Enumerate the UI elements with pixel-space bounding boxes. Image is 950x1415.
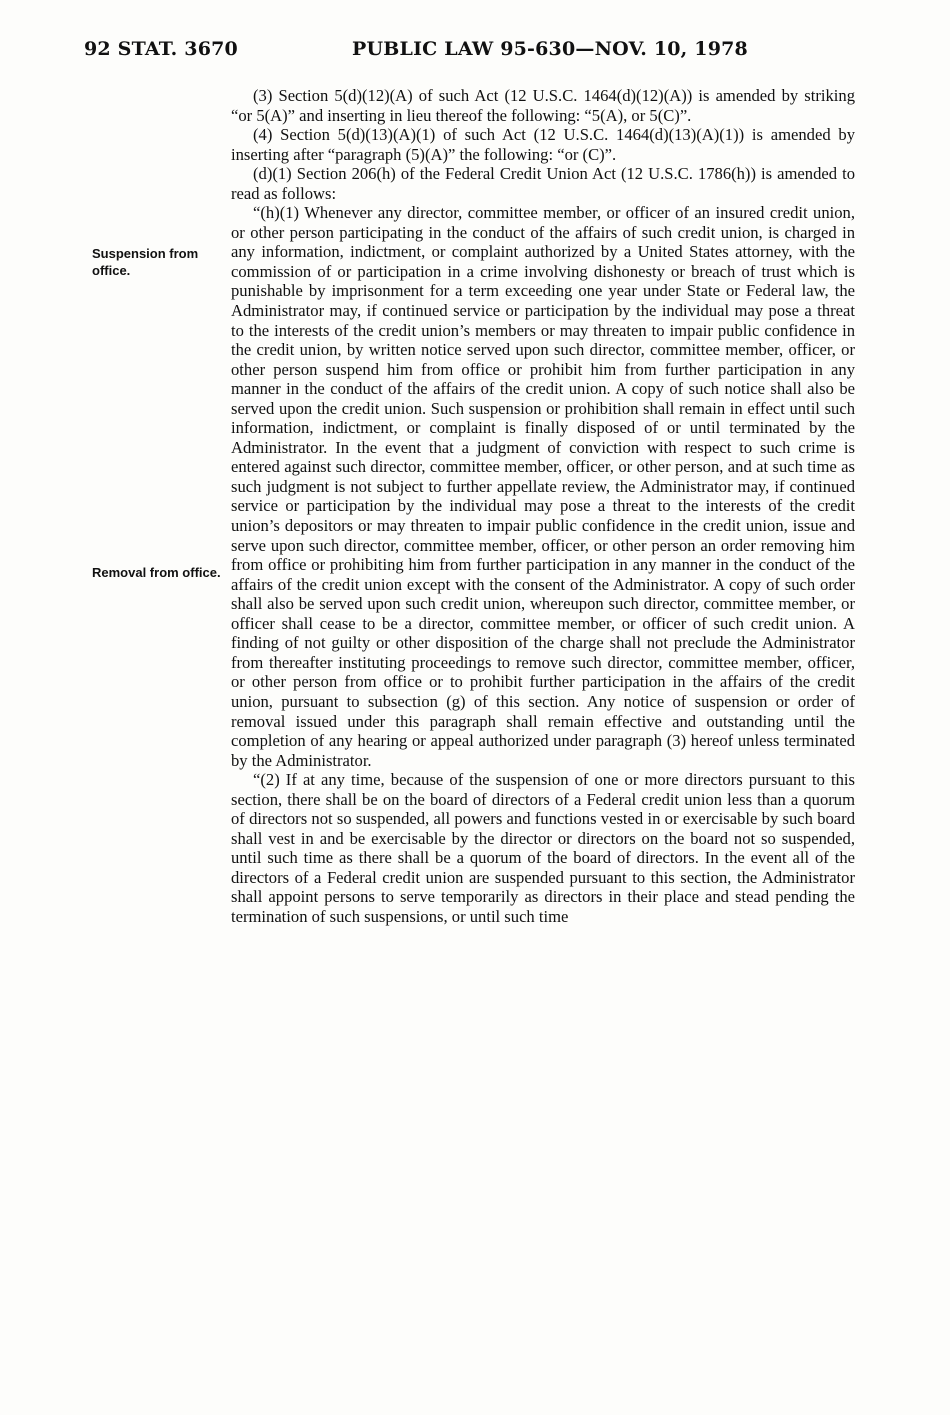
margin-note-suspension: Suspension from office. [92, 246, 199, 278]
paragraph-h1: “(h)(1) Whenever any director, committee member, or officer of an insured credit union, or other person participating in the conduct of the affairs of such credit union, is charged in any information, indictment, or complaint authorized by a United States attorney, with the commission of or participation in a crime involving dishonesty or breach of trust which is punishable by imprisonment for a term exceeding one year under State or Federal law, the Administrator may, if continued service or participation by the individual may pose a threat to the interests of the credit union’s members or may threaten to impair public confidence in the credit union, by written notice served upon such director, committee member, officer, or other person suspend him from office or prohibit him from further participation in any manner in the conduct of the affairs of the credit union. A copy of such notice shall also be served upon the credit union. Such suspension or prohibition shall remain in effect until such information, indictment, or complaint is finally disposed of or until terminated by the Administrator. In the event that a judgment of conviction with respect to such crime is entered against such director, committee member, officer, or other person, and at such time as such judgment is not subject to further appellate review, the Administrator may, if continued service or participation by the individual may pose a threat to the interests of the credit union’s depositors or may threaten to impair public confidence in the credit union, issue and serve upon such director, committee member, officer, or other person an order removing him from office or prohibiting him from further participation in any manner in the conduct of the affairs of the credit union except with the consent of the Administrator. A copy of such order shall also be served upon such credit union, whereupon such director, committee member, or officer shall cease to be a director, committee member, or officer of such credit union. A finding of not guilty or other disposition of the charge shall not preclude the Administrator from thereafter instituting proceedings to remove such director, committee member, officer, or other person from office or to prohibit further participation in the affairs of the credit union, pursuant to subsection (g) of this section. Any notice of suspension or order of removal issued under this paragraph shall remain effective and outstanding until the completion of any hearing or appeal authorized under paragraph (3) hereof unless terminated by the Administrator. [231, 203, 855, 770]
statute-page-number: 92 STAT. 3670 [84, 38, 238, 60]
paragraph-d1: (d)(1) Section 206(h) of the Federal Credit Union Act (12 U.S.C. 1786(h)) is amended to read as follows: [231, 164, 855, 203]
paragraph-3: (3) Section 5(d)(12)(A) of such Act (12 U.S.C. 1464(d)(12)(A)) is amended by striking “or 5(A)” and inserting in lieu thereof the following: “5(A), or 5(C)”. [231, 86, 855, 125]
paragraph-4: (4) Section 5(d)(13)(A)(1) of such Act (12 U.S.C. 1464(d)(13)(A)(1)) is amended by inserting after “paragraph (5)(A)” the following: “or (C)”. [231, 125, 855, 164]
body-text [231, 86, 855, 927]
paragraph-2: “(2) If at any time, because of the suspension of one or more directors pursuant to this section, there shall be on the board of directors of a Federal credit union less than a quorum of directors not so suspended, all powers and functions vested in or exercisable by such board shall vest in and be exercisable by the director or directors on the board not so suspended, until such time as there shall be a quorum of the board of directors. In the event all of the directors of a Federal credit union are suspended pursuant to this section, the Administrator shall appoint persons to serve temporarily as directors in their place and stead pending the termination of such suspensions, or until such time [231, 770, 855, 926]
page-title: PUBLIC LAW 95-630—NOV. 10, 1978 [352, 38, 748, 60]
margin-note-removal: Removal from office. [92, 565, 221, 580]
